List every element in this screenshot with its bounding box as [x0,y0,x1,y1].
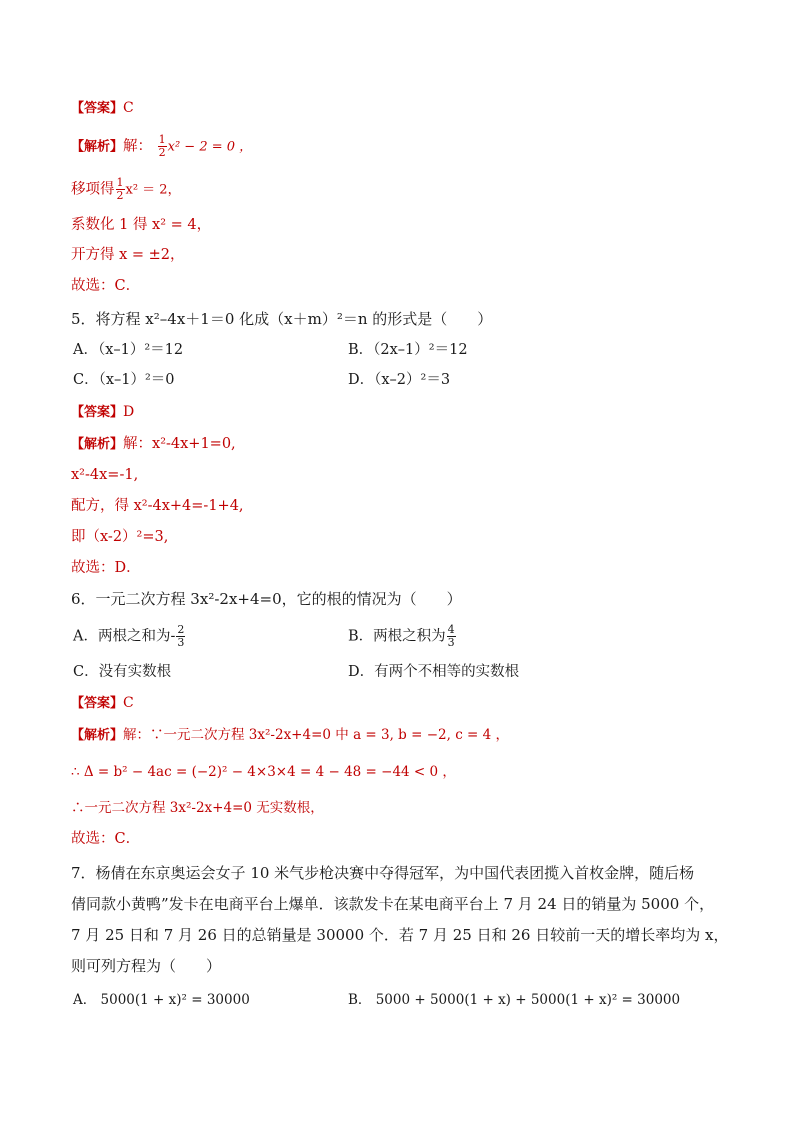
answer-value: C [123,100,134,116]
analysis-tag: 【解析】 [71,437,124,452]
analysis-text: 解： [123,138,153,155]
q5-analysis-line3: 配方，得 x²-4x+4=-1+4, [71,498,244,514]
analysis-text: 解：x²-4x+1=0, [123,436,236,452]
q4-analysis-line5: 故选：C． [71,278,141,294]
answer-tag: 【答案】 [71,101,124,116]
q5-analysis-line4: 即（x-2）²=3, [71,529,169,545]
q6-option-d: D．有两个不相等的实数根 [348,664,520,680]
q5-option-a: A．（x–1）²＝12 [73,342,184,358]
q6-answer-line [71,693,134,714]
fraction: $\frac{4}{3}$ [447,623,455,649]
analysis-tag: 【解析】 [71,139,124,155]
q5-analysis-line5: 故选：D． [71,560,141,576]
q7-stem-line4: 则可列方程为（ ） [71,957,222,975]
q4-answer-line [71,98,134,119]
q5-option-c: C．（x–1）²＝0 [73,372,175,388]
q4-analysis-line3: 系数化 1 得 x² = 4， [71,217,212,233]
analysis-tag: 【解析】 [71,728,124,743]
q5-analysis-line1 [71,434,236,455]
q7-option-b: B． 5000 + 5000(1 + x) + 5000(1 + x)² = 30000 [348,992,681,1008]
q6-option-c: C．没有实数根 [73,664,172,680]
fraction: $\frac{1}{2}$ [116,176,124,202]
q6-option-b: B．两根之积为 $\frac{4}{3}$ [348,623,455,649]
q5-analysis-line2: x²-4x=-1, [71,467,139,483]
q7-stem-line3: 7 月 25 日和 7 月 26 日的总销量是 30000 个．若 7 月 25 日和 26 日较前一天的增长率均为 x， [71,926,729,944]
q7-stem-line2: 倩同款小黄鸭”发卡在电商平台上爆单．该款发卡在某电商平台上 7 月 24 日的销量为 5000 个， [71,895,715,913]
fraction: $\frac{1}{2}$ [158,133,166,159]
answer-tag: 【答案】 [71,405,124,420]
answer-tag: 【答案】 [71,696,124,711]
q4-analysis-line2 [71,177,181,202]
q7-stem [71,858,731,982]
q6-analysis-line2: ∴ Δ = b² − 4ac = (−2)² − 4×3×4 = 4 − 48 = −44 < 0 ， [71,764,456,780]
q6-analysis-line3: ∴一元二次方程 3x²-2x+4=0 无实数根， [71,800,324,816]
q6-analysis-line1 [71,725,509,746]
q7-option-a: A． 5000(1 + x)² = 30000 [73,992,250,1008]
fraction: $\frac{2}{3}$ [177,623,185,649]
analysis-text: 解：∵一元二次方程 3x²-2x+4=0 中 a = 3, b = −2, c = 4 ， [123,727,510,743]
answer-value: D [123,404,135,420]
math-expr: x² ＝ 2， [125,182,181,198]
q5-answer-line [71,402,134,423]
q6-analysis-line4: 故选：C． [71,831,141,847]
answer-value: C [123,695,134,711]
q4-analysis-line4: 开方得 x = ±2， [71,247,185,263]
q7-stem-line1: 7．杨倩在东京奥运会女子 10 米气步枪决赛中夺得冠军，为中国代表团揽入首枚金牌，随后杨 [71,864,695,882]
q5-option-d: D．（x–2）²＝3 [348,372,451,388]
analysis-text: 移项得 [71,181,115,198]
q5-option-b: B．（2x–1）²＝12 [348,342,468,358]
q4-analysis-line1 [71,134,252,159]
q5-stem: 5．将方程 x²–4x＋1＝0 化成（x＋m）²＝n 的形式是（ ） [71,310,493,328]
math-expr: x² − 2 = 0 ， [167,139,253,155]
q6-stem: 6．一元二次方程 3x²-2x+4=0，它的根的情况为（ ） [71,590,462,608]
q6-option-a: A．两根之和为- $\frac{2}{3}$ [73,623,185,649]
